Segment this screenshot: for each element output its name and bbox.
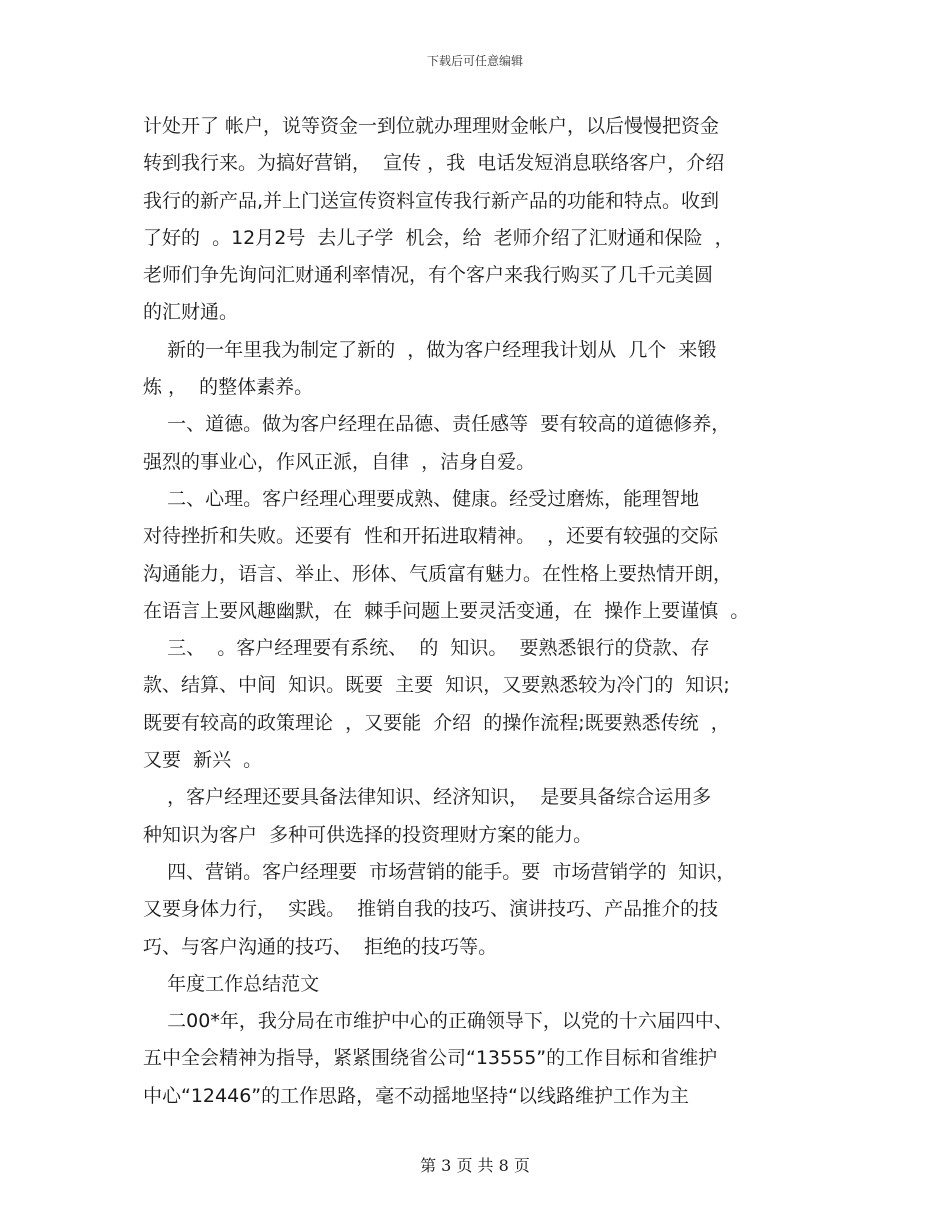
text-line: 一、道德。做为客户经理在品德、责任感等 要有较高的道德修养，	[143, 413, 731, 436]
text-line: 新的一年里我为制定了新的 ，做为客户经理我计划从 几个 来锻	[143, 338, 717, 361]
section-heading: 年度工作总结范文	[143, 972, 320, 995]
text-line: 又要身体力行， 实践。 推销自我的技巧、演讲技巧、产品推介的技	[143, 898, 719, 921]
text-line: 五中全会精神为指导，紧紧围绕省公司“13555”的工作目标和省维护	[143, 1047, 718, 1070]
text-line: ，客户经理还要具备法律知识、经济知识， 是要具备综合运用多	[143, 786, 712, 809]
text-line: 计处开了 帐户，说等资金一到位就办理理财金帐户，以后慢慢把资金	[143, 115, 720, 137]
text-line: 巧、与客户沟通的技巧、 拒绝的技巧等。	[143, 935, 498, 958]
text-line: 强烈的事业心，作风正派，自律 ，洁身自爱。	[143, 450, 536, 473]
text-line: 转到我行来。为搞好营销， 宣传 ，我 电话发短消息联络客户，介绍	[143, 152, 725, 175]
text-line: 款、结算、中间 知识。既要 主要 知识，又要熟悉较为冷门的 知识;	[143, 674, 730, 697]
text-line: 对待挫折和失败。还要有 性和开拓进取精神。 ，还要有较强的交际	[143, 525, 719, 548]
page-number-footer: 第 3 页 共 8 页	[420, 1156, 530, 1175]
document-body	[143, 108, 823, 1115]
text-line: 二、心理。客户经理心理要成熟、健康。经受过磨炼，能理智地	[143, 487, 700, 510]
text-line: 了好的 。12月2号 去儿子学 机会，给 老师介绍了汇财通和保险 ，	[143, 226, 734, 249]
text-line: 又要 新兴 。	[143, 749, 263, 772]
text-line: 三、 。客户经理要有系统、 的 知识。 要熟悉银行的贷款、存	[143, 637, 710, 660]
text-line: 在语言上要风趣幽默，在 棘手问题上要灵活变通，在 操作上要谨慎 。	[143, 599, 750, 622]
page-header: 下载后可任意编辑	[426, 54, 523, 68]
text-line: 四、营销。客户经理要 市场营销的能手。要 市场营销学的 知识，	[143, 860, 736, 883]
text-line: 既要有较高的政策理论 ，又要能 介绍 的操作流程;既要熟悉传统 ，	[143, 711, 730, 734]
text-line: 沟通能力，语言、举止、形体、气质富有魅力。在性格上要热情开朗，	[143, 562, 733, 585]
text-line: 二00*年，我分局在市维护中心的正确领导下，以党的十六届四中、	[143, 1010, 733, 1033]
text-line: 的汇财通。	[143, 301, 239, 324]
text-line: 老师们争先询问汇财通利率情况，有个客户来我行购买了几千元美圆	[143, 264, 714, 287]
text-line: 炼 ， 的整体素养。	[143, 376, 314, 399]
text-line: 种知识为客户 多种可供选择的投资理财方案的能力。	[143, 823, 593, 846]
text-line: 我行的新产品,并上门送宣传资料宣传我行新产品的功能和特点。收到	[143, 189, 720, 212]
text-line: 中心“12446”的工作思路，毫不动摇地坚持“以线路维护工作为主	[143, 1084, 689, 1107]
